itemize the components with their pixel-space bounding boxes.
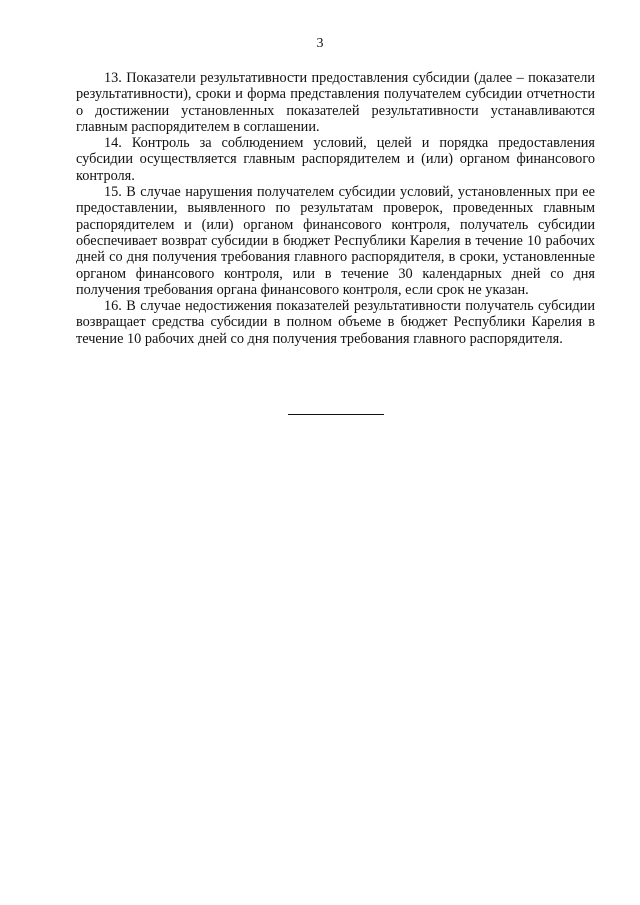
paragraph-15: 15. В случае нарушения получателем субсидии условий, установленных при ее предоставлении, выявленного по результатам проверок, проведенных главным распорядителем и (или) органом финансового контроля, получатель субсидии обеспечивает возврат субсидии в бюджет Республики Карелия в течение 10 рабочих дней со дня получения требования главного распорядителя, в сроки, установленные органом финансового контроля, или в течение 30 календарных дней со дня получения требования органа финансового контроля, если срок не указан. [76,184,595,298]
document-body [76,70,595,347]
paragraph-14: 14. Контроль за соблюдением условий, целей и порядка предоставления субсидии осуществляется главным распорядителем и (или) органом финансового контроля. [76,135,595,184]
page-number: 3 [316,36,324,51]
end-divider-line [288,414,384,415]
paragraph-13: 13. Показатели результативности предоставления субсидии (далее – показатели результативности), сроки и форма представления получателем субсидии отчетности о достижении установленных показателей результативности устанавливаются главным распорядителем в соглашении. [76,70,595,135]
paragraph-16: 16. В случае недостижения показателей результативности получатель субсидии возвращает средства субсидии в полном объеме в бюджет Республики Карелия в течение 10 рабочих дней со дня получения требования главного распорядителя. [76,298,595,347]
